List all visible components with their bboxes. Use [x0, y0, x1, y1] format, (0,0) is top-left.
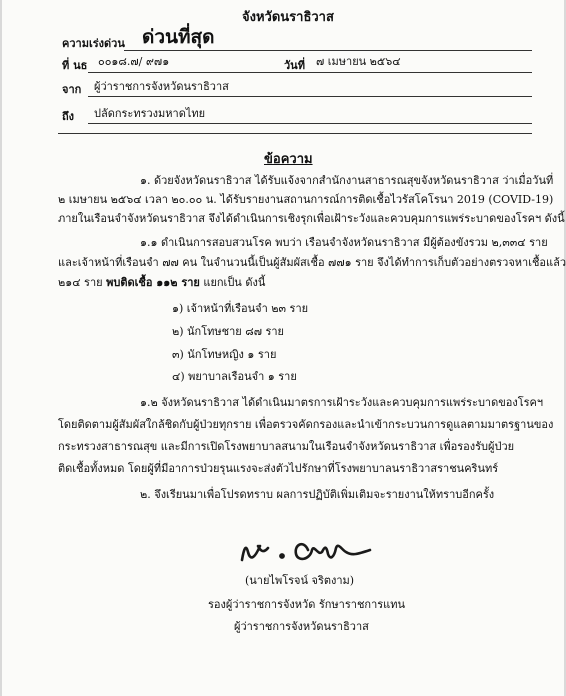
p11-line-2: และเจ้าหน้าที่เรือนจำ ๗๗ คน ในจำนวนนี้เป็นผู้สัมผัสเชื้อ ๗๗๑ ราย จึงได้ทำการเก็บตัวอย่างตรวจหาเชื้อแล้ว	[58, 256, 566, 269]
list-item: ๒) นักโทษชาย ๘๗ ราย	[172, 325, 284, 338]
signer-position-2: ผู้ว่าราชการจังหวัดนราธิวาส	[234, 620, 369, 633]
p2-line: ๒. จึงเรียนมาเพื่อโปรดทราบ ผลการปฏิบัติเพิ่มเติมจะรายงานให้ทราบอีกครั้ง	[140, 488, 495, 501]
to-value: ปลัดกระทรวงมหาดไทย	[94, 107, 206, 120]
breakdown-intro: แยกเป็น ดังนี้	[203, 276, 266, 289]
date-label: วันที่	[284, 59, 305, 72]
header-rule-2	[88, 72, 532, 73]
document-page	[2, 0, 564, 696]
to-label: ถึง	[62, 110, 75, 123]
urgency-value: ด่วนที่สุด	[142, 26, 215, 48]
from-value: ผู้ว่าราชการจังหวัดนราธิวาส	[94, 80, 229, 93]
ref-value: ๐๐๑๘.๗/ ๙๗๑	[98, 55, 170, 68]
p1-line-2: ๒ เมษายน ๒๕๖๔ เวลา ๒๐.๐๐ น. ได้รับรายงานสถานการณ์การติดเชื้อไวรัสโคโรนา 2019 (COVID-19)	[58, 193, 554, 206]
header-rule-5	[58, 133, 532, 134]
signer-position-1: รองผู้ว่าราชการจังหวัด รักษาราชการแทน	[208, 598, 406, 611]
header-rule-1	[124, 50, 532, 51]
date-value: ๗ เมษายน ๒๕๖๔	[316, 55, 401, 68]
from-label: จาก	[62, 83, 82, 96]
urgency-label: ความเร่งด่วน	[62, 37, 125, 50]
handwritten-signature	[230, 530, 380, 570]
header-rule-4	[88, 123, 532, 124]
signer-name: (นายไพโรจน์ จริตงาม)	[245, 574, 355, 587]
p11-line-1: ๑.๑ ดำเนินการสอบสวนโรค พบว่า เรือนจำจังหวัดนราธิวาส มีผู้ต้องขังรวม ๒,๓๓๔ ราย	[140, 236, 548, 249]
list-item: ๑) เจ้าหน้าที่เรือนจำ ๒๓ ราย	[172, 302, 309, 315]
ref-label: ที่ นธ	[62, 59, 88, 72]
list-item: ๓) นักโทษหญิง ๑ ราย	[172, 348, 277, 361]
p12-line-3: กระทรวงสาธารณสุข และมีการเปิดโรงพยาบาลสนามในเรือนจำจังหวัดนราธิวาส เพื่อรองรับผู้ป่วย	[58, 440, 515, 453]
p1-line-3: ภายในเรือนจำจังหวัดนราธิวาส จึงได้ดำเนินการเชิงรุกเพื่อเฝ้าระวังและควบคุมการแพร่ระบาดของโรคฯ ดังนี้	[58, 212, 565, 225]
infected-count: พบติดเชื้อ ๑๑๒ ราย	[106, 276, 200, 289]
p1-line-1: ๑. ด้วยจังหวัดนราธิวาส ได้รับแจ้งจากสำนักงานสาธารณสุขจังหวัดนราธิวาส ว่าเมื่อวันที่	[140, 174, 554, 187]
p12-line-2: โดยติดตามผู้สัมผัสใกล้ชิดกับผู้ป่วยทุกราย เพื่อตรวจคัดกรองและนำเข้ากระบวนการดูแลตามมาตรฐานของ	[58, 418, 554, 431]
p11-line-3	[58, 276, 265, 290]
province-heading: จังหวัดนราธิวาส	[242, 10, 334, 25]
list-item: ๔) พยาบาลเรือนจำ ๑ ราย	[172, 370, 297, 383]
p12-line-4: ติดเชื้อทั้งหมด โดยผู้ที่มีอาการป่วยรุนแรงจะส่งตัวไปรักษาที่โรงพยาบาลนราธิวาสราชนครินทร์	[58, 462, 499, 475]
header-rule-3	[88, 96, 532, 97]
p12-line-1: ๑.๒ จังหวัดนราธิวาส ได้ดำเนินมาตรการเฝ้าระวังและควบคุมการแพร่ระบาดของโรคฯ	[140, 396, 544, 409]
section-title: ข้อความ	[264, 152, 313, 167]
tested-count: ๒๑๔ ราย	[58, 276, 103, 289]
